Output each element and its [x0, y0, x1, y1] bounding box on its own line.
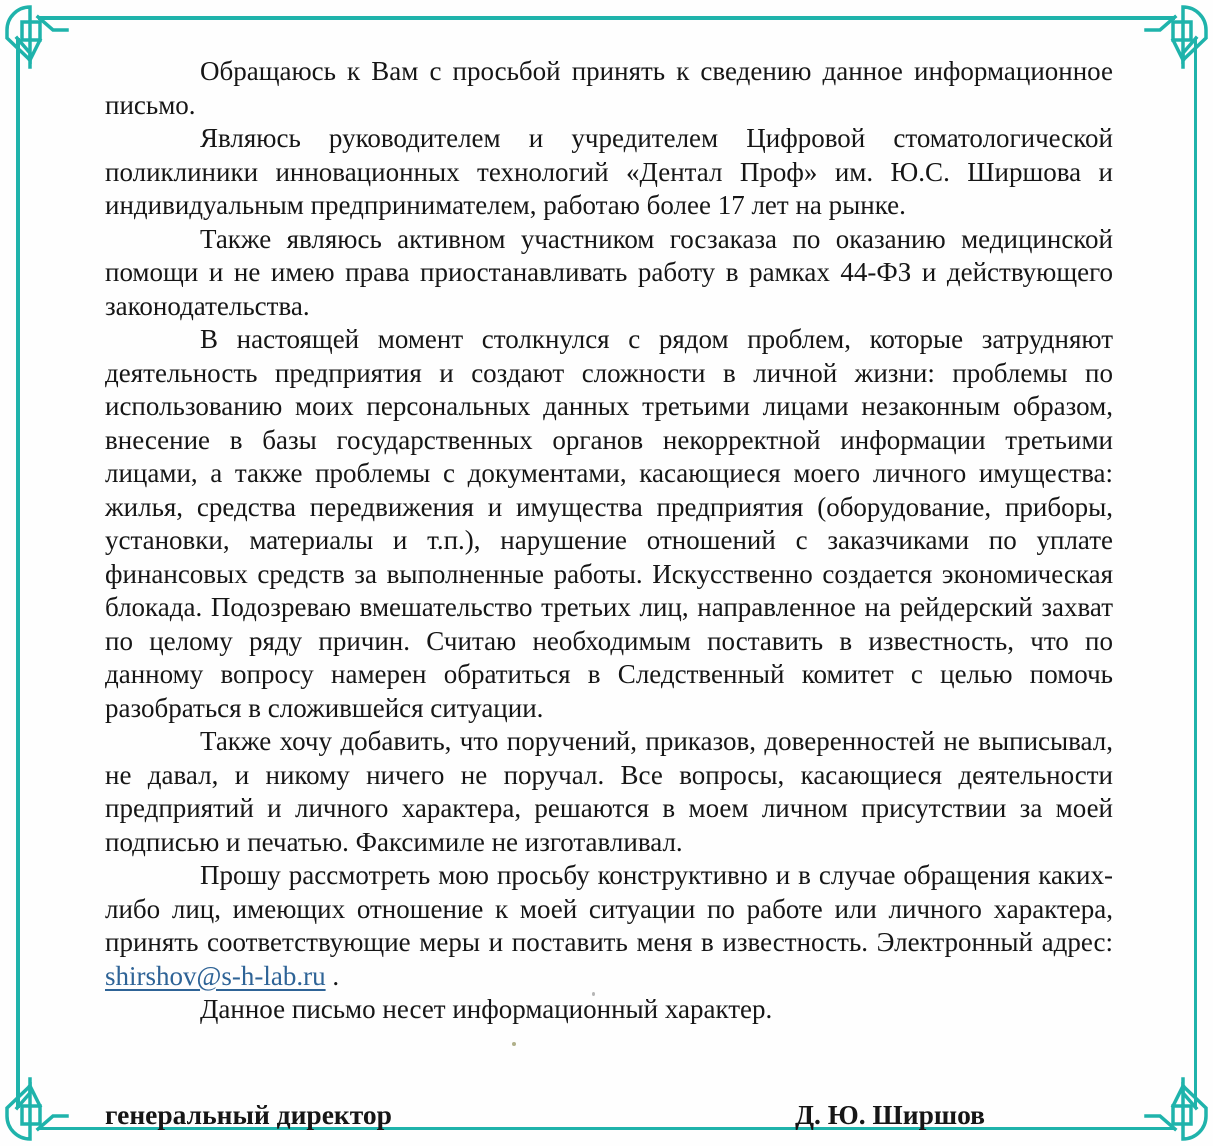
- paragraph-goszakaz: Также являюсь активном участником госзаказа по оказанию медицинской помощи и не имею права приостанавливать работу в рамках 44-ФЗ и действующего законодательства.: [105, 223, 1113, 321]
- paragraph-request: [105, 859, 1113, 993]
- paragraph-intro: Обращаюсь к Вам с просьбой принять к сведению данное информационное письмо.: [105, 56, 1113, 120]
- request-text-after: .: [325, 960, 340, 991]
- letter-body: [105, 55, 1113, 1132]
- corner-ornament-icon: [0, 0, 80, 80]
- signature-name: Д. Ю. Ширшов: [795, 1098, 985, 1130]
- request-text: Прошу рассмотреть мою просьбу конструктивно и в случае обращения каких-либо лиц, имеющих отношение к моей ситуации по работе или личного характера, принять соответствующие меры и поставить меня в известность. Электронный адрес:: [105, 860, 1113, 957]
- frame-border-right: [1194, 38, 1198, 1108]
- paragraph-problems: В настоящей момент столкнулся с рядом проблем, которые затрудняют деятельность предприятия и создают сложности в личной жизни: проблемы по использованию моих персональных данных третьими лицами незаконным образом, внесение в базы государственных органов некорректной информации третьими лицами, а также проблемы с документами, касающиеся моего личного имущества: жилья, средства передвижения и имущества предприятия (оборудование, приборы, установки, материалы и т.п.), нарушение отношений с заказчиками по уплате финансовых средств за выполненные работы. Искусственно создается экономическая блокада. Подозреваю вмешательство третьих лиц, направленное на рейдерский захват по целому ряду причин. Считаю необходимым поставить в известность, что по данному вопросу намерен обратиться в Следственный комитет с целью помочь разобраться в сложившейся ситуации.: [105, 324, 1113, 723]
- paragraph-no-proxies: Также хочу добавить, что поручений, приказов, доверенностей не выписывал, не давал, и никому ничего не поручал. Все вопросы, касающиеся деятельности предприятий и личного характера, решаются в моем личном присутствии за моей подписью и печатью. Факсимиле не изготавливал.: [105, 726, 1113, 857]
- email-link[interactable]: shirshov@s-h-lab.ru: [105, 960, 326, 991]
- paragraph-about-author: Являюсь руководителем и учредителем Цифровой стоматологической поликлиники инновационных технологий «Дентал Проф» им. Ю.С. Ширшова и индивидуальным предпринимателем, работаю более 17 лет на рынке.: [105, 123, 1113, 220]
- paragraph-closing: Данное письмо несет информационный характер.: [200, 994, 773, 1024]
- frame-border-left: [16, 38, 20, 1108]
- corner-ornament-icon: [1133, 1066, 1213, 1146]
- corner-ornament-icon: [0, 1066, 80, 1146]
- corner-ornament-icon: [1133, 0, 1213, 80]
- signature-row: [105, 1098, 1113, 1132]
- signature-title: генеральный директор: [105, 1098, 392, 1130]
- frame-border-top: [38, 16, 1175, 20]
